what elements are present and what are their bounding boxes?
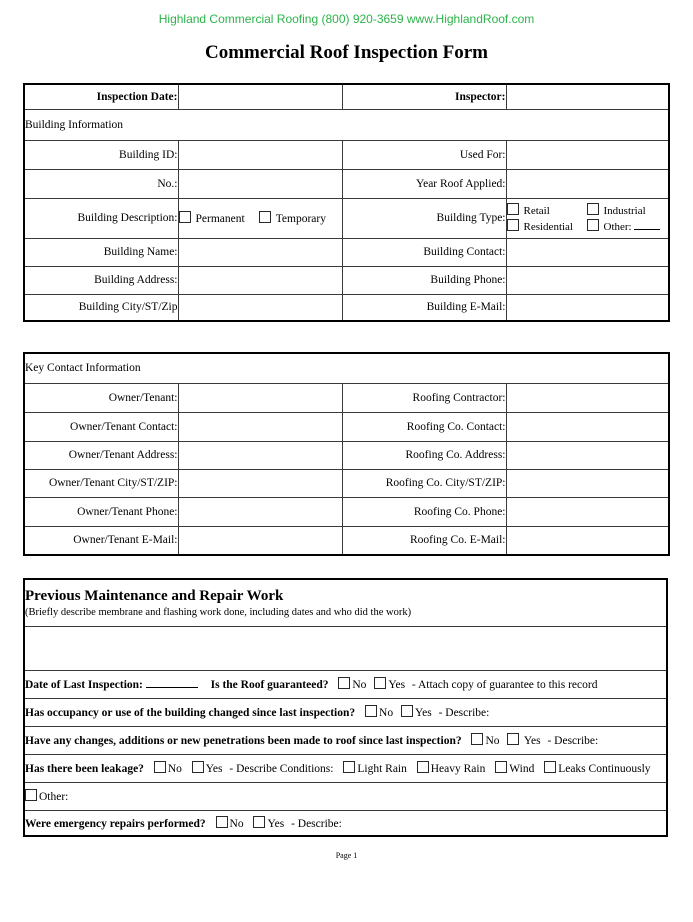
table-row (24, 469, 669, 497)
option-label: No (167, 763, 182, 775)
building-description-options (178, 198, 342, 238)
building-description-label: Building Description: (24, 198, 178, 238)
building-address-field[interactable] (178, 266, 342, 294)
roofing-co-phone-label: Roofing Co. Phone: (342, 497, 506, 526)
checkbox-occupancy-no[interactable] (365, 705, 377, 717)
roofing-co-contact-label: Roofing Co. Contact: (342, 412, 506, 441)
table-row (24, 626, 667, 670)
year-roof-applied-field[interactable] (506, 169, 669, 198)
option-label: Wind (509, 763, 535, 775)
option-label: Residential (523, 221, 573, 233)
option-label: Leaks Continuously (558, 763, 651, 775)
changes-question-label: Have any changes, additions or new penetrations been made to roof since last inspection? (25, 735, 462, 747)
other-type-blank[interactable] (634, 220, 660, 230)
roofing-contractor-label: Roofing Contractor: (342, 383, 506, 412)
owner-tenant-email-label: Owner/Tenant E-Mail: (24, 526, 178, 555)
section-header-row (24, 579, 667, 626)
building-type-label: Building Type: (342, 198, 506, 238)
option-label: Light Rain (357, 763, 407, 775)
used-for-field[interactable] (506, 140, 669, 169)
checkbox-guaranteed-no[interactable] (338, 677, 350, 689)
roofing-co-city-field[interactable] (506, 469, 669, 497)
roofing-co-email-field[interactable] (506, 526, 669, 555)
maintenance-notes-area[interactable] (24, 626, 667, 670)
building-email-label: Building E-Mail: (342, 294, 506, 321)
table-row (24, 198, 669, 238)
building-contact-field[interactable] (506, 238, 669, 266)
option-label: Retail (523, 205, 550, 217)
building-name-field[interactable] (178, 238, 342, 266)
table-row (24, 810, 667, 836)
checkbox-leakage-no[interactable] (154, 761, 166, 773)
option-residential (507, 219, 587, 233)
question-occupancy (24, 698, 667, 726)
option-label: Temporary (275, 213, 326, 225)
last-inspection-label: Date of Last Inspection: (25, 679, 143, 691)
checkbox-permanent[interactable] (179, 211, 191, 223)
question-emergency-repairs (24, 810, 667, 836)
building-type-options (506, 198, 669, 238)
option-other (587, 219, 669, 233)
table-row (24, 497, 669, 526)
owner-tenant-email-field[interactable] (178, 526, 342, 555)
inspection-date-field[interactable] (178, 84, 342, 109)
table-row (24, 238, 669, 266)
option-label: Yes (388, 679, 406, 691)
occupancy-suffix: - Describe: (438, 707, 490, 719)
other-condition-label: Other: (39, 791, 69, 803)
option-label: Yes (414, 707, 432, 719)
checkbox-occupancy-yes[interactable] (401, 705, 413, 717)
building-information-table (23, 83, 670, 322)
table-row (24, 84, 669, 109)
roofing-co-contact-field[interactable] (506, 412, 669, 441)
roofing-contractor-field[interactable] (506, 383, 669, 412)
building-no-label: No.: (24, 169, 178, 198)
building-city-field[interactable] (178, 294, 342, 321)
table-row (24, 441, 669, 469)
company-header: Highland Commercial Roofing (800) 920-3659 www.HighlandRoof.com (158, 12, 535, 26)
option-label: Other: (603, 221, 632, 233)
roofing-co-phone-field[interactable] (506, 497, 669, 526)
owner-tenant-contact-field[interactable] (178, 412, 342, 441)
building-phone-label: Building Phone: (342, 266, 506, 294)
checkbox-changes-no[interactable] (471, 733, 483, 745)
roofing-co-address-label: Roofing Co. Address: (342, 441, 506, 469)
table-row (24, 412, 669, 441)
building-city-label: Building City/ST/Zip (24, 294, 178, 321)
option-label: No (352, 679, 367, 691)
building-name-label: Building Name: (24, 238, 178, 266)
option-label: No (379, 707, 394, 719)
inspector-field[interactable] (506, 84, 669, 109)
inspector-label: Inspector: (342, 84, 506, 109)
maintenance-heading: Previous Maintenance and Repair Work (25, 587, 284, 604)
owner-tenant-phone-field[interactable] (178, 497, 342, 526)
owner-tenant-label: Owner/Tenant: (24, 383, 178, 412)
checkbox-heavy-rain[interactable] (417, 761, 429, 773)
roofing-co-city-label: Roofing Co. City/ST/ZIP: (342, 469, 506, 497)
option-label: Yes (523, 735, 541, 747)
emergency-repairs-label: Were emergency repairs performed? (25, 817, 206, 830)
emergency-suffix: - Describe: (291, 817, 342, 830)
checkbox-emergency-no[interactable] (216, 816, 228, 828)
building-information-heading: Building Information (24, 109, 669, 140)
table-row (24, 698, 667, 726)
occupancy-question-label: Has occupancy or use of the building changed since last inspection? (25, 707, 356, 719)
table-row (24, 266, 669, 294)
checkbox-residential[interactable] (507, 219, 519, 231)
table-row (24, 726, 667, 754)
table-row (24, 140, 669, 169)
table-row (24, 383, 669, 412)
page-number: Page 1 (335, 851, 358, 860)
option-label: No (229, 817, 244, 830)
checkbox-leaks-continuously[interactable] (544, 761, 556, 773)
building-contact-label: Building Contact: (342, 238, 506, 266)
leakage-describe-label: - Describe Conditions: (229, 763, 334, 775)
maintenance-subtitle: (Briefly describe membrane and flashing work done, including dates and who did the work) (25, 606, 412, 618)
owner-tenant-address-field[interactable] (178, 441, 342, 469)
building-email-field[interactable] (506, 294, 669, 321)
option-label: Industrial (603, 205, 646, 217)
maintenance-heading-cell (24, 579, 667, 626)
option-permanent (179, 213, 245, 225)
owner-tenant-city-label: Owner/Tenant City/ST/ZIP: (24, 469, 178, 497)
page-title: Commercial Roof Inspection Form (204, 42, 488, 63)
question-other (24, 782, 667, 810)
checkbox-guaranteed-yes[interactable] (374, 677, 386, 689)
owner-tenant-contact-label: Owner/Tenant Contact: (24, 412, 178, 441)
checkbox-leakage-yes[interactable] (192, 761, 204, 773)
maintenance-table (23, 578, 668, 837)
year-roof-applied-label: Year Roof Applied: (342, 169, 506, 198)
checkbox-other-type[interactable] (587, 219, 599, 231)
section-header-row (24, 353, 669, 383)
owner-tenant-address-label: Owner/Tenant Address: (24, 441, 178, 469)
table-row (24, 782, 667, 810)
roof-guaranteed-label: Is the Roof guaranteed? (210, 679, 329, 691)
option-label: Heavy Rain (430, 763, 486, 775)
table-row (24, 526, 669, 555)
checkbox-wind[interactable] (495, 761, 507, 773)
table-row (24, 169, 669, 198)
checkbox-industrial[interactable] (587, 203, 599, 215)
key-contact-table (23, 352, 670, 556)
changes-suffix: - Describe: (547, 735, 599, 747)
option-label: Permanent (195, 213, 245, 225)
checkbox-changes-yes[interactable] (507, 733, 519, 745)
building-id-label: Building ID: (24, 140, 178, 169)
owner-tenant-city-field[interactable] (178, 469, 342, 497)
checkbox-light-rain[interactable] (343, 761, 355, 773)
leakage-question-label: Has there been leakage? (25, 763, 144, 775)
table-row (24, 754, 667, 782)
option-label: No (485, 735, 500, 747)
owner-tenant-phone-label: Owner/Tenant Phone: (24, 497, 178, 526)
question-leakage (24, 754, 667, 782)
question-last-inspection (24, 670, 667, 698)
checkbox-emergency-yes[interactable] (253, 816, 265, 828)
roofing-co-email-label: Roofing Co. E-Mail: (342, 526, 506, 555)
table-row (24, 294, 669, 321)
roofing-co-address-field[interactable] (506, 441, 669, 469)
table-row (24, 670, 667, 698)
key-contact-heading: Key Contact Information (24, 353, 669, 383)
building-address-label: Building Address: (24, 266, 178, 294)
question-changes (24, 726, 667, 754)
checkbox-temporary[interactable] (259, 211, 271, 223)
building-id-field[interactable] (178, 140, 342, 169)
last-inspection-date-blank[interactable] (146, 678, 198, 688)
option-label: Yes (205, 763, 223, 775)
building-no-field[interactable] (178, 169, 342, 198)
guaranteed-suffix: - Attach copy of guarantee to this record (411, 679, 598, 691)
used-for-label: Used For: (342, 140, 506, 169)
checkbox-retail[interactable] (507, 203, 519, 215)
option-retail (507, 203, 587, 217)
option-label: Yes (267, 817, 285, 830)
inspection-date-label: Inspection Date: (24, 84, 178, 109)
owner-tenant-field[interactable] (178, 383, 342, 412)
building-phone-field[interactable] (506, 266, 669, 294)
option-temporary (259, 213, 326, 225)
option-industrial (587, 203, 669, 217)
section-header-row (24, 109, 669, 140)
checkbox-other-condition[interactable] (25, 789, 37, 801)
